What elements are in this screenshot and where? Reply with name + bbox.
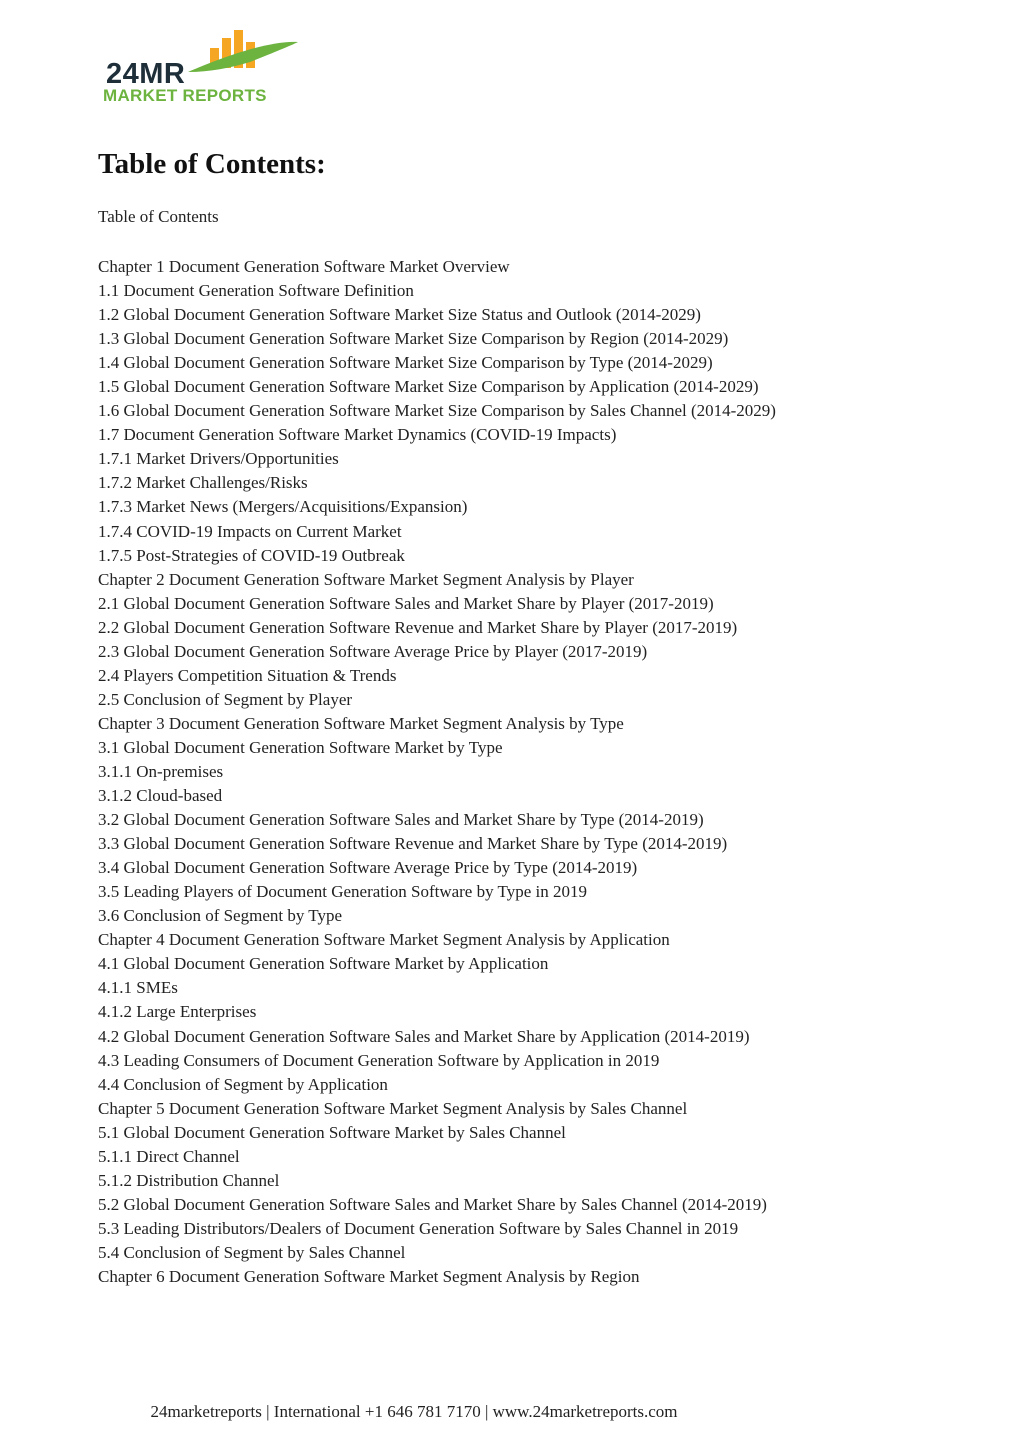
toc-entry: 1.6 Global Document Generation Software Market Size Comparison by Sales Channel (2014-2029) — [98, 401, 776, 421]
toc-entry: Chapter 3 Document Generation Software Market Segment Analysis by Type — [98, 713, 624, 733]
toc-entry: 5.3 Leading Distributors/Dealers of Document Generation Software by Sales Channel in 2019 — [98, 1218, 739, 1238]
toc-entry: 1.7.2 Market Challenges/Risks — [98, 473, 308, 493]
toc-entry: 2.3 Global Document Generation Software Average Price by Player (2017-2019) — [98, 641, 648, 661]
toc-entry: 5.1 Global Document Generation Software Market by Sales Channel — [98, 1122, 566, 1142]
toc-entry: 2.2 Global Document Generation Software Revenue and Market Share by Player (2017-2019) — [98, 617, 738, 637]
toc-entry: 1.7.3 Market News (Mergers/Acquisitions/Expansion) — [98, 497, 468, 517]
toc-list — [98, 255, 958, 1289]
toc-entry: Chapter 5 Document Generation Software Market Segment Analysis by Sales Channel — [98, 1098, 688, 1118]
toc-entry: 5.2 Global Document Generation Software Sales and Market Share by Sales Channel (2014-2019) — [98, 1194, 767, 1214]
company-logo — [100, 28, 305, 108]
toc-entry: 1.7 Document Generation Software Market Dynamics (COVID-19 Impacts) — [98, 425, 617, 445]
toc-entry: 5.4 Conclusion of Segment by Sales Channel — [98, 1242, 406, 1262]
toc-entry: 5.1.2 Distribution Channel — [98, 1170, 280, 1190]
toc-entry: 5.1.1 Direct Channel — [98, 1146, 240, 1166]
toc-entry: 3.6 Conclusion of Segment by Type — [98, 906, 343, 926]
toc-entry: 3.1.1 On-premises — [98, 761, 224, 781]
toc-entry: 1.7.5 Post-Strategies of COVID-19 Outbreak — [98, 545, 405, 565]
toc-entry: 3.2 Global Document Generation Software Sales and Market Share by Type (2014-2019) — [98, 810, 704, 830]
footer: 24marketreports | International +1 646 781 7170 | www.24marketreports.com — [150, 1402, 678, 1421]
toc-entry: 4.2 Global Document Generation Software Sales and Market Share by Application (2014-2019) — [98, 1026, 750, 1046]
toc-entry: 4.1.1 SMEs — [98, 978, 178, 998]
toc-entry: 3.4 Global Document Generation Software Average Price by Type (2014-2019) — [98, 858, 638, 878]
toc-entry: 2.1 Global Document Generation Software Sales and Market Share by Player (2017-2019) — [98, 593, 714, 613]
page-title: Table of Contents: — [98, 148, 326, 180]
toc-entry: 1.1 Document Generation Software Definition — [98, 281, 414, 301]
toc-entry: 2.4 Players Competition Situation & Trends — [98, 665, 397, 685]
toc-entry: Chapter 1 Document Generation Software Market Overview — [98, 257, 510, 276]
toc-entry: 1.2 Global Document Generation Software Market Size Status and Outlook (2014-2029) — [98, 305, 701, 325]
toc-entry: 4.3 Leading Consumers of Document Generation Software by Application in 2019 — [98, 1050, 660, 1070]
toc-entry: 3.1 Global Document Generation Software Market by Type — [98, 737, 503, 757]
toc-entry: 4.1.2 Large Enterprises — [98, 1002, 257, 1022]
toc-entry: 1.4 Global Document Generation Software Market Size Comparison by Type (2014-2029) — [98, 353, 713, 373]
toc-entry: Chapter 4 Document Generation Software Market Segment Analysis by Application — [98, 930, 670, 950]
toc-entry: 3.3 Global Document Generation Software Revenue and Market Share by Type (2014-2019) — [98, 834, 728, 854]
toc-entry: 1.3 Global Document Generation Software Market Size Comparison by Region (2014-2029) — [98, 329, 729, 349]
logo-text-sub: MARKET REPORTS — [103, 86, 267, 105]
toc-entry: 3.5 Leading Players of Document Generation Software by Type in 2019 — [98, 882, 588, 902]
toc-entry: 1.5 Global Document Generation Software Market Size Comparison by Application (2014-2029) — [98, 377, 759, 397]
logo-text-main: 24MR — [106, 58, 186, 90]
toc-entry: 4.1 Global Document Generation Software Market by Application — [98, 954, 549, 974]
toc-entry: 1.7.1 Market Drivers/Opportunities — [98, 449, 339, 469]
toc-entry: 3.1.2 Cloud-based — [98, 786, 223, 806]
toc-label: Table of Contents — [98, 207, 219, 226]
toc-entry: Chapter 6 Document Generation Software Market Segment Analysis by Region — [98, 1266, 640, 1286]
toc-entry: 1.7.4 COVID-19 Impacts on Current Market — [98, 521, 402, 541]
toc-entry: 2.5 Conclusion of Segment by Player — [98, 689, 353, 709]
toc-entry: Chapter 2 Document Generation Software Market Segment Analysis by Player — [98, 569, 634, 589]
toc-entry: 4.4 Conclusion of Segment by Application — [98, 1074, 388, 1094]
